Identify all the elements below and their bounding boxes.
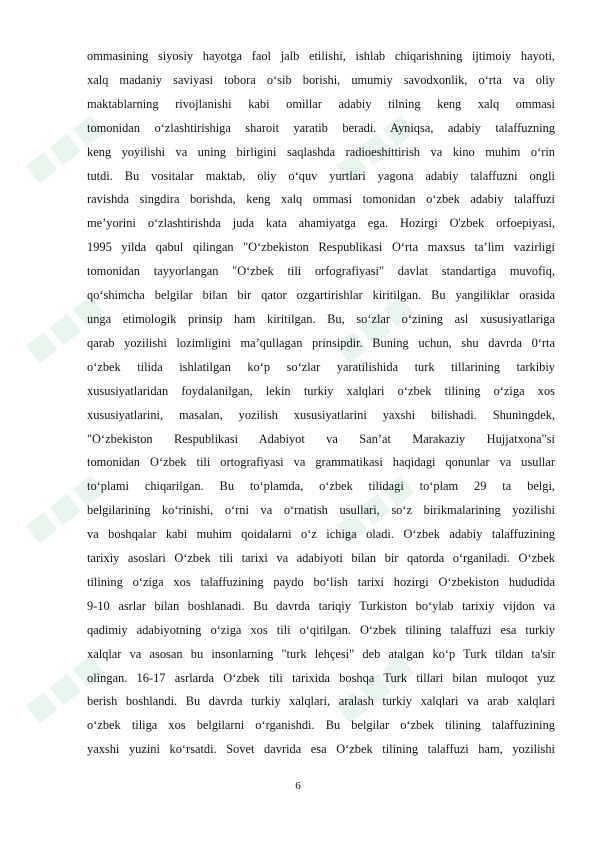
watermark: ■■■ — [323, 99, 426, 195]
text-line: 1995 yilda qabul qilingan "O‘zbekiston Respublikasi O‘rta maxsus ta’lim vazirligi — [87, 240, 555, 255]
text-line: qadimiy adabiyotning o‘ziga xos tili o‘qitilgan. O‘zbek tilining talaffuzi esa turkiy — [87, 622, 555, 637]
text-line: tomonidan O‘zbek tili ortografiyasi va grammatikasi haqidagi qonunlar va usullar — [87, 455, 555, 470]
watermark: ■■■ — [323, 639, 426, 735]
text-line: berish boshlandi. Bu davrda turkiy xalqlari, aralash turkiy xalqlari va arab xalqlari — [87, 694, 555, 709]
body-paragraph — [87, 45, 555, 762]
text-line: xususiyatlarini, masalan, yozilish xususiyatlarini yaxshi bilishadi. Shuningdek, — [87, 407, 555, 422]
watermark: ■■■ — [323, 279, 426, 375]
watermark: ■■■ — [13, 279, 116, 375]
text-line: me’yorini o‘zlashtirishda juda kata ahamiyatga ega. Hozirgi O'zbek orfoepiyasi, — [87, 216, 555, 231]
watermark: ■■■ — [13, 639, 116, 735]
text-line: tomonidan o‘zlashtirishiga sharoit yaratib beradi. Ayniqsa, adabiy talaffuzning — [87, 120, 555, 135]
text-line: ommasining siyosiy hayotga faol jalb etilishi, ishlab chiqarishning ijtimoiy hayoti, — [87, 49, 555, 63]
text-line: o‘zbek tilida ishlatilgan ko‘p so‘zlar yaratilishida turk tillarining tarkibiy — [87, 359, 555, 374]
text-line: olingan. 16-17 asrlarda O‘zbek tili tarixida boshqa Turk tillari bilan muloqot yuz — [87, 670, 555, 685]
text-line: keng yoyilishi va uning birligini saqlashda radioeshittirish va kino muhim o‘rin — [87, 144, 555, 159]
text-line: tutdi. Bu vositalar maktab, oliy o‘quv yurtlari yagona adabiy talaffuzni ongli — [87, 168, 555, 183]
text-line: to‘plami chiqarilgan. Bu to‘plamda, o‘zbek tilidagi to‘plam 29 ta belgi, — [87, 479, 555, 494]
text-line: "O‘zbekiston Respublikasi Adabiyot va San’at Marakaziy Hujjatxona"si — [87, 431, 555, 446]
text-line: xususiyatlaridan foydalanilgan, lekin turkiy xalqlari o‘zbek tilining o‘ziga xos — [87, 383, 555, 398]
watermark: ■■■ — [13, 99, 116, 195]
watermark: ■■■ — [13, 459, 116, 555]
text-line: 9-10 asrlar bilan boshlanadi. Bu davrda tariqiy Turkiston bo‘ylab tarixiy vijdon va — [87, 598, 555, 613]
page-number: 6 — [295, 780, 301, 792]
text-line: xalqlar va asosan bu insonlarning "turk lehçesi" deb atalgan ko‘p Turk tildan ta'sir — [87, 646, 555, 661]
text-line: belgilarining ko‘rinishi, o‘rni va o‘rnatish usullari, so‘z birikmalarining yozilishi — [87, 503, 555, 518]
text-line: o‘zbek tiliga xos belgilarni o‘rganishdi. Bu belgilar o‘zbek tilining talaffuzining — [87, 718, 555, 733]
text-line: yaxshi yuzini ko‘rsatdi. Sovet davrida esa O‘zbek tilining talaffuzi ham, yozilishi — [87, 742, 555, 757]
text-line: unga etimologik prinsip ham kiritilgan. Bu, so‘zlar o‘zining asl xususiyatlariga — [87, 311, 555, 326]
watermark: ■■■ — [323, 459, 426, 555]
text-line: xalq madaniy saviyasi tobora o‘sib borishi, umumiy savodxonlik, o‘rta va oliy — [87, 72, 555, 87]
text-line: tilining o‘ziga xos talaffuzining paydo bo‘lish tarixi hozirgi O‘zbekiston hududida — [87, 574, 555, 589]
text-line: maktablarning rivojlanishi kabi omillar adabiy tilning keng xalq ommasi — [87, 96, 555, 111]
text-line: va boshqalar kabi muhim qoidalarni o‘z ichiga oladi. O‘zbek adabiy talaffuzining — [87, 527, 555, 542]
text-line: tomonidan tayyorlangan "O‘zbek tili orfografiyasi" davlat standartiga muvofiq, — [87, 264, 555, 279]
text-line: ravishda singdira borishda, keng xalq ommasi tomonidan o‘zbek adabiy talaffuzi — [87, 192, 555, 207]
text-line: qo‘shimcha belgilar bilan bir qator ozgartirishlar kiritilgan. Bu yangiliklar orasida — [87, 288, 555, 303]
text-line: tarixiy asoslari O‘zbek tili tarixi va adabiyoti bilan bir qatorda o‘rganiladi. O‘zbek — [87, 551, 555, 566]
text-line: qarab yozilishi lozimligini ma’qullagan prinsipdir. Buning uchun, shu davrda 0‘rta — [87, 335, 555, 350]
document-page — [87, 45, 555, 762]
